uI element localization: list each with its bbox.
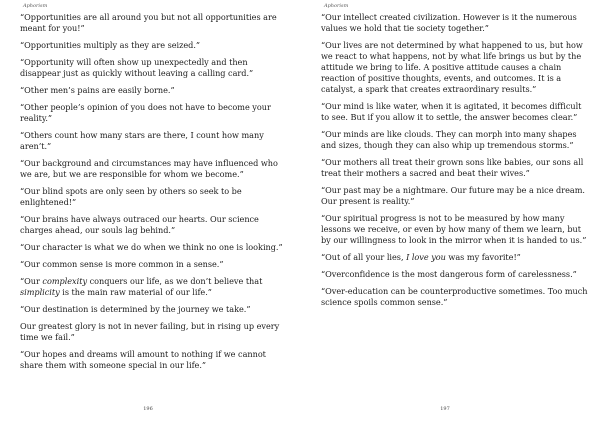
quote-item: “Our common sense is more common in a sense.” [20,259,224,269]
quote-item: “Our mind is like water, when it is agitated, it becomes difficult to see. But if you allow it to settle, the answer becomes clear.” [321,101,582,122]
quote-list [321,12,589,314]
quote-item: “Our minds are like clouds. They can morph into many shapes and sizes, though they can also whip up tremendous storms.” [321,129,577,150]
quote-item [20,276,288,298]
quote-item: “Our spiritual progress is not to be measured by how many lessons we receive, or even by how many of them we learn, but by our willingness to look in the mirror when it is handed to us.” [321,213,587,245]
quote-item: “Our blind spots are only seen by others so seek to be enlightened!” [20,186,242,207]
quote-text: conquers our life, as we don’t believe that [87,276,263,286]
quote-item: “Others count how many stars are there, I count how many aren’t.” [20,130,264,151]
quote-emphasis: simplicity [20,287,60,297]
left-page [12,0,288,424]
quote-item: “Our destination is determined by the journey we take.” [20,304,251,314]
quote-item: “Our lives are not determined by what happened to us, but how we react to what happens, not by what life brings us but by the attitude we bring to life. A positive attitude causes a chain reaction of positive thoughts, events, and outcomes. It is a catalyst, a spark that creates extraordinary results.” [321,40,583,94]
quote-list [20,12,288,377]
quote-item: “Overconfidence is the most dangerous form of carelessness.” [321,269,577,279]
quote-item: “Other men’s pains are easily borne.” [20,85,175,95]
quote-item: “Our intellect created civilization. However is it the numerous values we hold that tie society together.” [321,12,577,33]
quote-item: “Our past may be a nightmare. Our future may be a nice dream. Our present is reality.” [321,185,585,206]
quote-item: Our greatest glory is not in never failing, but in rising up every time we fail.” [20,321,280,342]
quote-item: “Our hopes and dreams will amount to nothing if we cannot share them with someone special in our life.” [20,349,266,370]
quote-item: “Our background and circumstances may have influenced who we are, but we are responsible for whom we become.” [20,158,278,179]
quote-emphasis: I love you [406,252,446,262]
quote-item: “Opportunities multiply as they are seized.” [20,40,201,50]
quote-emphasis: complexity [42,276,88,286]
running-head: Aphorism [324,3,349,9]
running-head: Aphorism [23,3,48,9]
quote-item: “Opportunities are all around you but not all opportunities are meant for you!” [20,12,277,33]
quote-item: “Our mothers all treat their grown sons like babies, our sons all treat their mothers a sacred and beat their wives.” [321,157,584,178]
quote-item: “Our brains have always outraced our hearts. Our science charges ahead, our souls lag behind.” [20,214,259,235]
quote-item: “Over-education can be counterproductive sometimes. Too much science spoils common sense.” [321,286,588,307]
right-page [313,0,589,424]
quote-item [321,252,589,263]
page-number: 197 [440,406,450,412]
quote-item: “Our character is what we do when we think no one is looking.” [20,242,283,252]
quote-item: “Opportunity will often show up unexpectedly and then disappear just as quickly without leaving a calling card.” [20,57,254,78]
quote-text: was my favorite!” [445,252,521,262]
quote-text: is the main raw material of our life.” [59,287,212,297]
quote-item: “Other people’s opinion of you does not have to become your reality.” [20,102,271,123]
page-number: 196 [143,406,153,412]
quote-text: “Our [20,276,43,286]
quote-text: “Out of all your lies, [321,252,407,262]
